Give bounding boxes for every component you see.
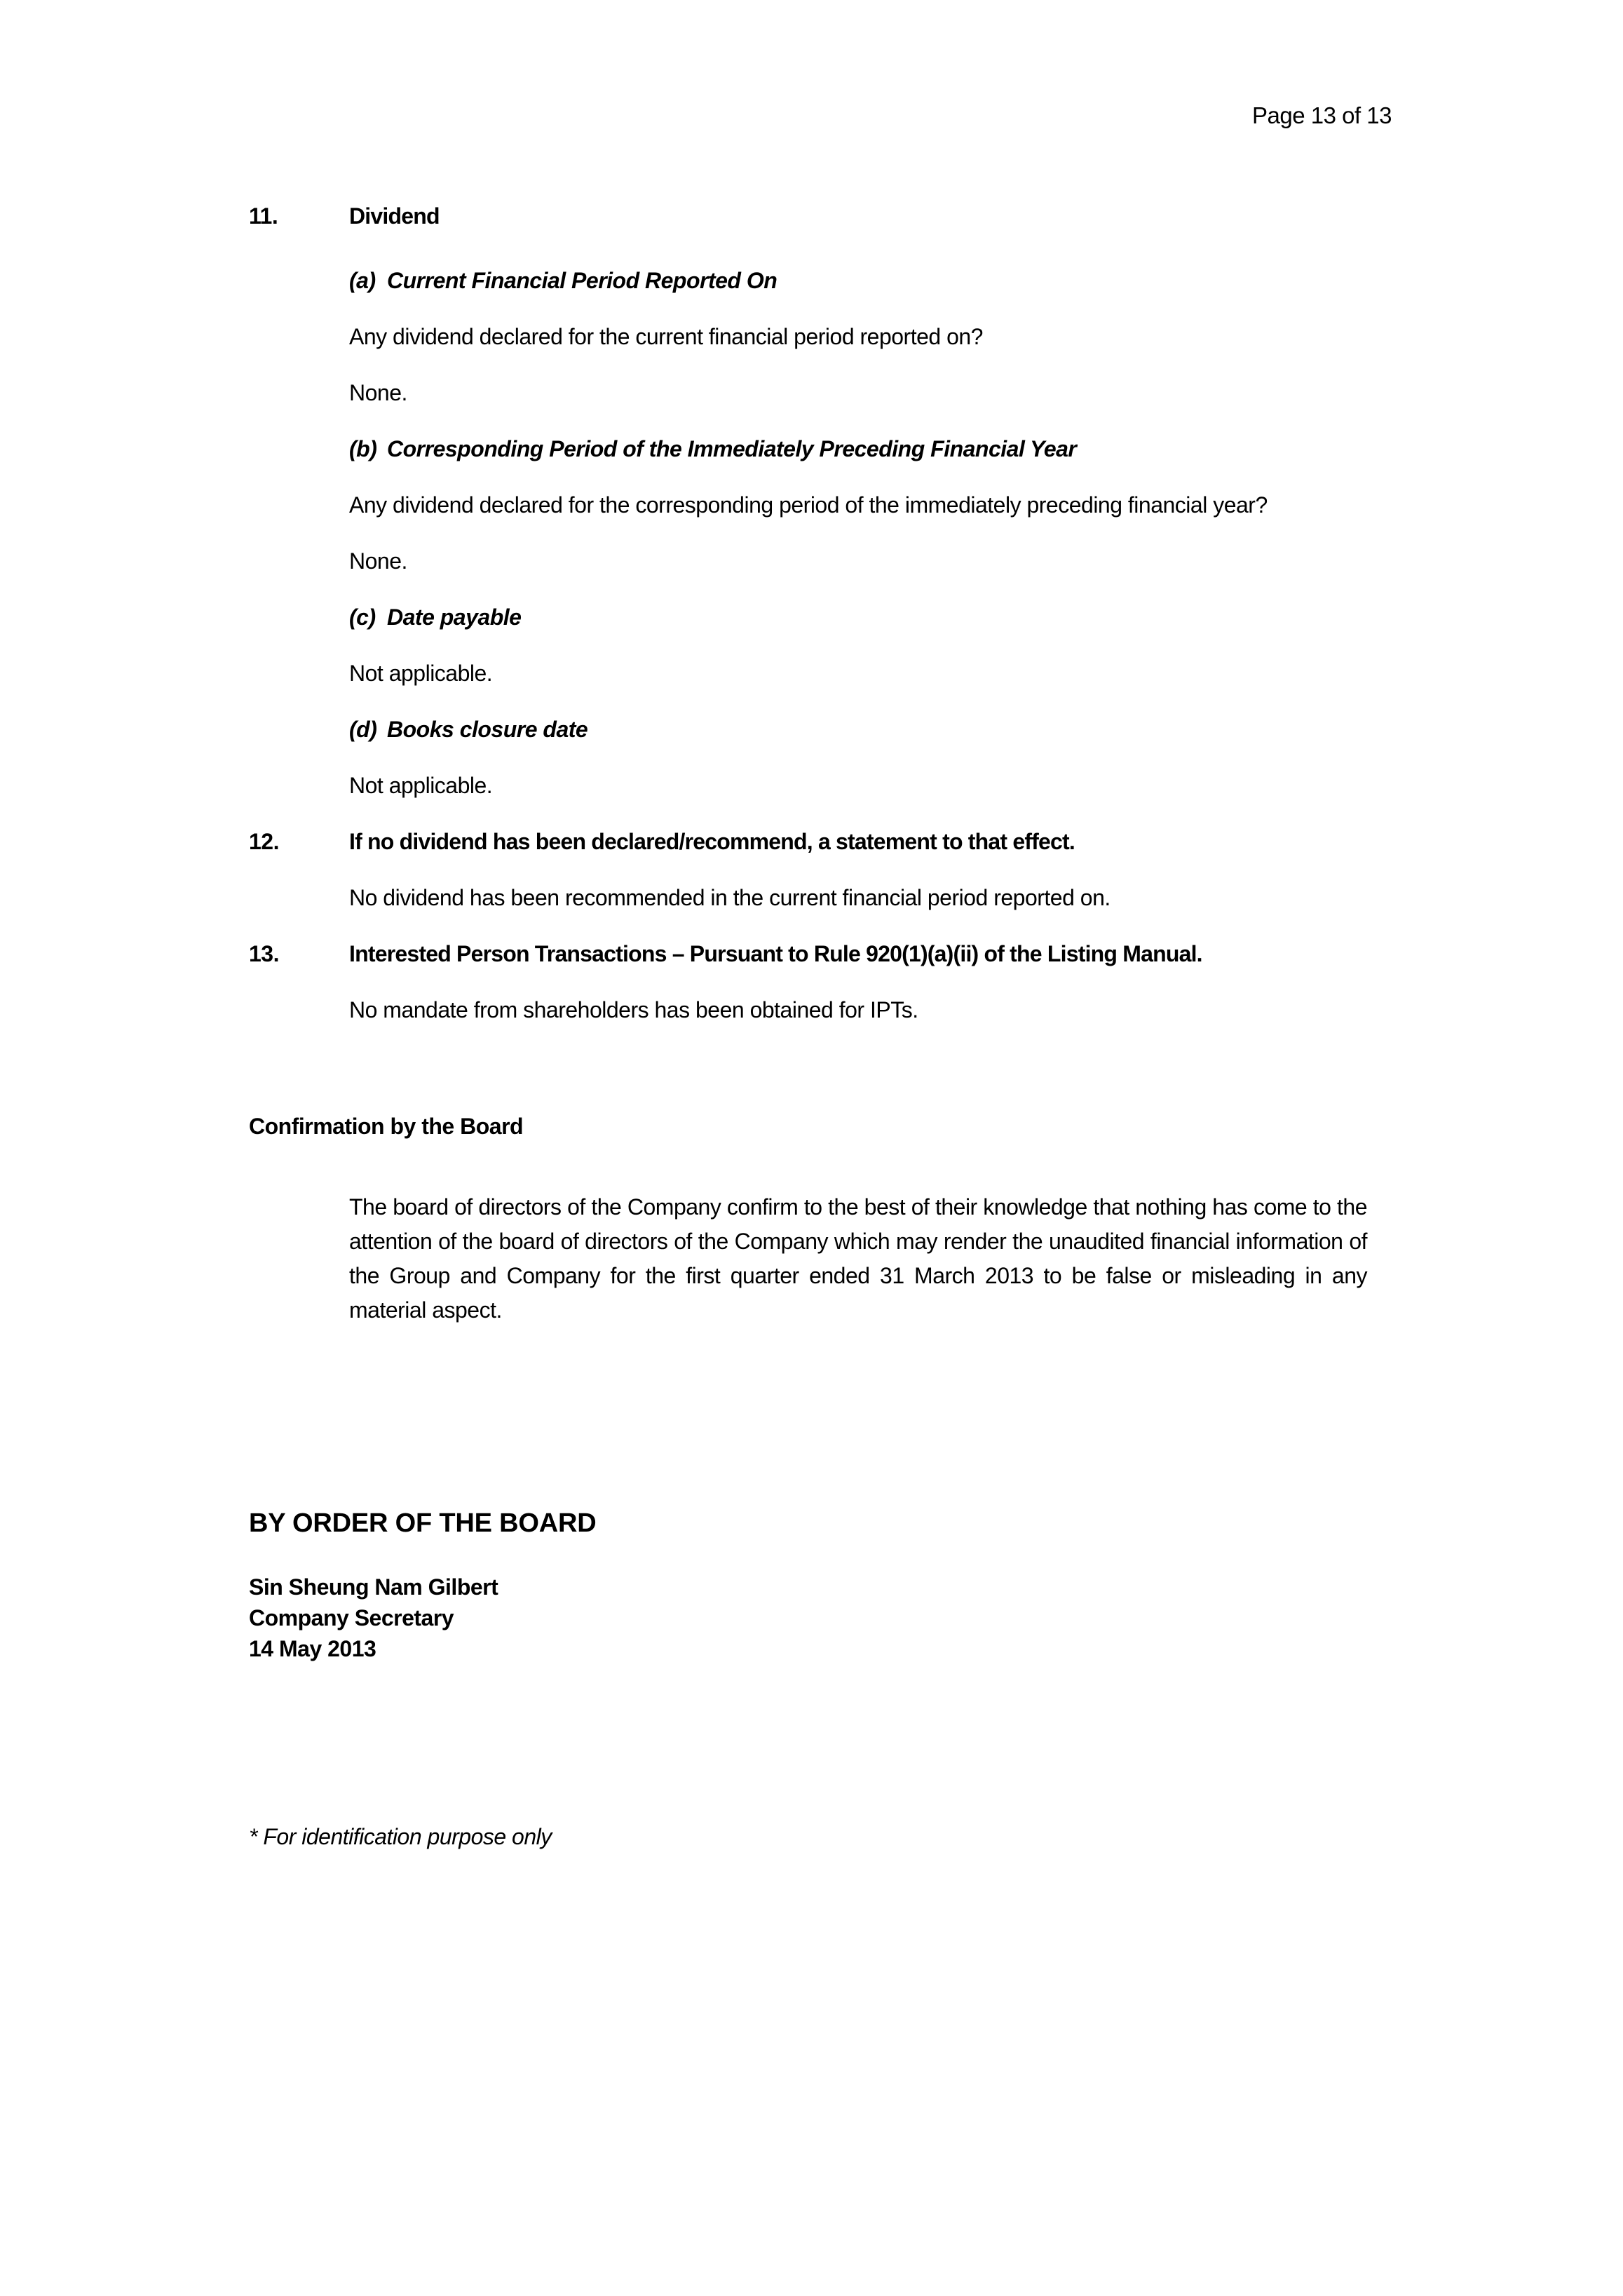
subsection-a-heading — [349, 266, 1367, 295]
confirmation-indent — [249, 1165, 349, 1356]
identification-footnote: * For identification purpose only — [249, 1824, 552, 1849]
body-text: None. — [349, 548, 407, 574]
section-13 — [249, 940, 1367, 1052]
section-12-number: 12. — [249, 829, 279, 854]
document-content — [249, 202, 1367, 1851]
body-text: None. — [349, 380, 407, 405]
secretary-title: Company Secretary — [249, 1605, 454, 1630]
body-text: Any dividend declared for the corresponding period of the immediately preceding financial year? — [349, 492, 1268, 518]
body-text: Any dividend declared for the current financial period reported on? — [349, 324, 983, 349]
section-12 — [249, 828, 1367, 940]
body-text: No dividend has been recommended in the current financial period reported on. — [349, 885, 1111, 910]
subsection-d-title: Books closure date — [387, 717, 588, 742]
confirmation-paragraph: The board of directors of the Company confirm to the best of their knowledge that nothing has come to the attention of the board of directors of the Company which may render the unaudited financial information of the Group and Company for the first quarter ended 31 March 2013 to be false or misleading in any material aspect. — [349, 1194, 1367, 1323]
section-11-body — [349, 202, 1367, 828]
section-11-number: 11. — [249, 203, 278, 229]
section-13-heading: Interested Person Transactions – Pursuant to Rule 920(1)(a)(ii) of the Listing Manual. — [349, 941, 1202, 966]
page-number: Page 13 of 13 — [1251, 102, 1392, 128]
body-text: Not applicable. — [349, 773, 493, 798]
subsection-d-label: (d) — [349, 717, 377, 742]
section-11 — [249, 202, 1367, 828]
subsection-c-heading — [349, 603, 1367, 631]
signature-block — [249, 1572, 1367, 1664]
subsection-c-title: Date payable — [387, 605, 522, 630]
section-13-number: 13. — [249, 941, 279, 966]
by-order-heading: BY ORDER OF THE BOARD — [249, 1508, 597, 1538]
signature-date: 14 May 2013 — [249, 1636, 376, 1661]
subsection-b-title: Corresponding Period of the Immediately Preceding Financial Year — [387, 436, 1077, 461]
section-12-heading: If no dividend has been declared/recommend, a statement to that effect. — [349, 829, 1075, 854]
subsection-b-heading — [349, 435, 1367, 463]
subsection-c-label: (c) — [349, 605, 376, 630]
subsection-d-heading — [349, 715, 1367, 743]
section-12-body — [349, 828, 1367, 940]
subsection-a-title: Current Financial Period Reported On — [387, 268, 777, 293]
confirmation-body-col — [349, 1165, 1367, 1356]
confirmation-section — [249, 1165, 1367, 1356]
body-text: Not applicable. — [349, 661, 493, 686]
secretary-name: Sin Sheung Nam Gilbert — [249, 1574, 498, 1600]
body-text: No mandate from shareholders has been obtained for IPTs. — [349, 997, 918, 1022]
subsection-a-label: (a) — [349, 268, 376, 293]
subsection-b-label: (b) — [349, 436, 377, 461]
section-13-body — [349, 940, 1367, 1052]
confirmation-heading: Confirmation by the Board — [249, 1114, 524, 1139]
section-11-heading: Dividend — [349, 203, 440, 229]
